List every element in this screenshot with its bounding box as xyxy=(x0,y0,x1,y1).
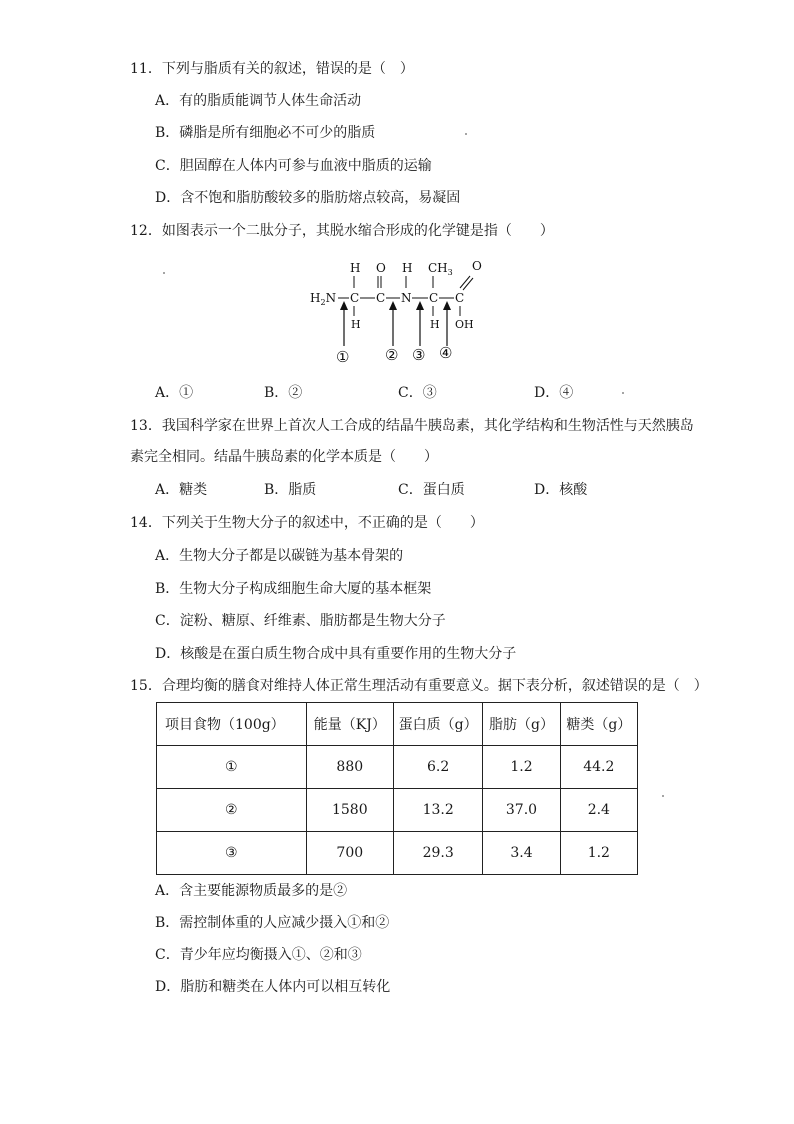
q13-option-c: C．蛋白质 xyxy=(398,482,465,498)
marker-1: ① xyxy=(336,348,350,366)
q11-option-a: A．有的脂质能调节人体生命活动 xyxy=(155,93,362,109)
table-header-cell: 能量（KJ） xyxy=(306,703,393,746)
table-header-cell: 糖类（g） xyxy=(560,703,637,746)
atom-n2: N xyxy=(401,291,412,305)
marker-4: ④ xyxy=(439,344,453,362)
q11-option-d: D．含不饱和脂肪酸较多的脂肪熔点较高，易凝固 xyxy=(155,190,461,206)
atom-c2: C xyxy=(376,291,386,305)
atom-h-top-2: H xyxy=(402,261,413,275)
q14-option-d: D．核酸是在蛋白质生物合成中具有重要作用的生物大分子 xyxy=(155,646,517,662)
table-cell: 1.2 xyxy=(560,832,637,875)
table-cell: 3.4 xyxy=(483,832,560,875)
q11-option-c: C．胆固醇在人体内可参与血液中脂质的运输 xyxy=(155,158,432,174)
table-row xyxy=(157,789,638,832)
atom-ch3: $CH_3$ xyxy=(428,261,453,277)
scan-speck xyxy=(163,272,165,274)
atom-o-right: O xyxy=(472,259,482,273)
table-cell: 6.2 xyxy=(393,746,482,789)
q12-option-a: A．① xyxy=(155,385,194,401)
q15-option-c: C．青少年应均衡摄入①、②和③ xyxy=(155,947,362,963)
q14-option-b: B．生物大分子构成细胞生命大厦的基本框架 xyxy=(155,581,432,597)
q15-option-a: A．含主要能源物质最多的是② xyxy=(155,883,348,899)
table-header-row xyxy=(157,703,638,746)
table-cell: 37.0 xyxy=(483,789,560,832)
atom-c3: C xyxy=(429,291,439,305)
table-cell: 44.2 xyxy=(560,746,637,789)
q15-option-b: B．需控制体重的人应减少摄入①和② xyxy=(155,915,390,931)
table-cell: ③ xyxy=(157,832,307,875)
atom-h2n: $H_2N$ xyxy=(310,291,337,307)
table-header-cell: 项目食物（100g） xyxy=(157,703,307,746)
table-cell: 29.3 xyxy=(393,832,482,875)
table-cell: 1.2 xyxy=(483,746,560,789)
q13-stem-line1: 13．我国科学家在世界上首次人工合成的结晶牛胰岛素，其化学结构和生物活性与天然胰岛 xyxy=(130,418,694,434)
table-row xyxy=(157,832,638,875)
atom-c1: C xyxy=(350,291,360,305)
atom-h-bot-2: H xyxy=(430,318,440,331)
atom-o-top: O xyxy=(376,261,386,275)
q15-option-d: D．脂肪和糖类在人体内可以相互转化 xyxy=(155,979,391,995)
q12-stem: 12．如图表示一个二肽分子，其脱水缩合形成的化学键是指（ ） xyxy=(130,223,554,239)
table-cell: 880 xyxy=(306,746,393,789)
q13-option-b: B．脂质 xyxy=(264,482,317,498)
q12-option-d: D．④ xyxy=(534,385,574,401)
scan-speck xyxy=(465,133,467,135)
table-cell: ② xyxy=(157,789,307,832)
q14-option-a: A．生物大分子都是以碳链为基本骨架的 xyxy=(155,548,404,564)
table-cell: ① xyxy=(157,746,307,789)
q11-option-b: B．磷脂是所有细胞必不可少的脂质 xyxy=(155,125,376,141)
q13-option-d: D．核酸 xyxy=(534,482,588,498)
q12-option-c: C．③ xyxy=(398,385,437,401)
table-cell: 1580 xyxy=(306,789,393,832)
scan-speck xyxy=(662,795,664,797)
q15-stem: 15．合理均衡的膳食对维持人体正常生理活动有重要意义。据下表分析，叙述错误的是（ ） xyxy=(130,678,708,694)
marker-2: ② xyxy=(385,346,399,364)
q12-option-b: B．② xyxy=(264,385,303,401)
marker-3: ③ xyxy=(412,346,426,364)
atom-h-bot-1: H xyxy=(351,318,361,331)
food-nutrition-table xyxy=(156,702,638,875)
atom-h-top-1: H xyxy=(350,261,361,275)
table-row xyxy=(157,746,638,789)
scan-speck xyxy=(622,392,624,394)
q14-stem: 14．下列关于生物大分子的叙述中，不正确的是（ ） xyxy=(130,515,484,531)
q13-stem-line2: 素完全相同。结晶牛胰岛素的化学本质是（ ） xyxy=(130,449,438,465)
atom-oh: OH xyxy=(455,318,474,331)
q13-option-a: A．糖类 xyxy=(155,482,208,498)
table-header-cell: 脂肪（g） xyxy=(483,703,560,746)
table-header-cell: 蛋白质（g） xyxy=(393,703,482,746)
table-cell: 700 xyxy=(306,832,393,875)
atom-c4: C xyxy=(455,291,465,305)
q11-stem: 11．下列与脂质有关的叙述，错误的是（ ） xyxy=(130,61,414,77)
dipeptide-diagram xyxy=(300,252,500,372)
table-cell: 2.4 xyxy=(560,789,637,832)
table-cell: 13.2 xyxy=(393,789,482,832)
q14-option-c: C．淀粉、糖原、纤维素、脂肪都是生物大分子 xyxy=(155,613,446,629)
